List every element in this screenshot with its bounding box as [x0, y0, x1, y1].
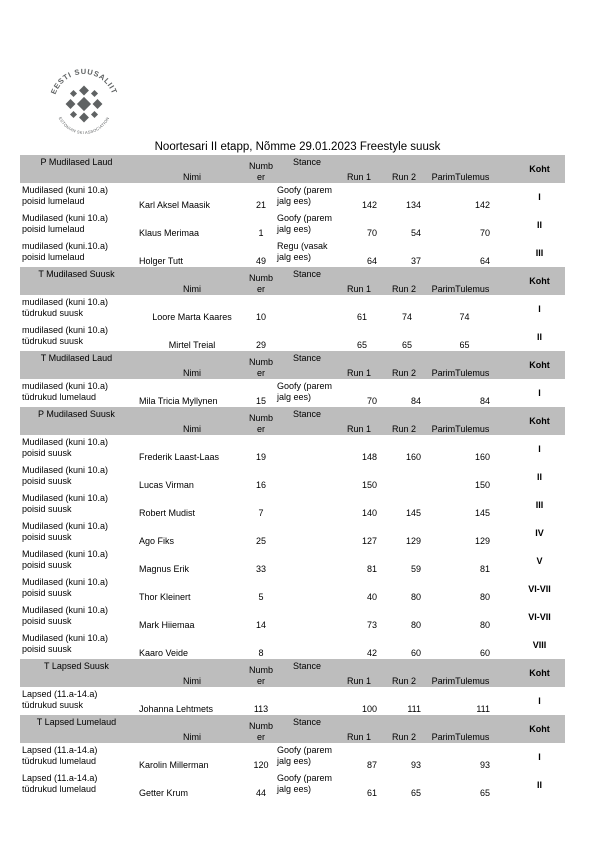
category-cell: Lapsed (11.a-14.a) tüdrukud lumelaud	[22, 773, 98, 794]
stance-cell: Goofy (parem jalg ees)	[277, 213, 333, 234]
number-header: Numb er	[247, 351, 275, 379]
spacer-header	[500, 267, 514, 295]
spacer-cell	[500, 687, 514, 715]
category-cell: mudilased (kuni 10.a) tüdrukud suusk	[22, 325, 109, 346]
place-cell: I	[538, 443, 541, 454]
best-result-cell: 81	[479, 564, 490, 574]
name-header: Nimi	[133, 267, 247, 295]
run1-cell: 142	[361, 200, 377, 210]
stance-cell: Goofy (parem jalg ees)	[277, 773, 333, 794]
run2-cell: 74	[401, 312, 412, 322]
best-result-cell: 145	[474, 508, 490, 518]
stance-cell	[275, 295, 339, 323]
category-cell: Mudilased (kuni 10.a) poisid suusk	[22, 633, 109, 654]
name-cell: Mirtel Treial	[168, 340, 216, 350]
number-cell: 14	[255, 620, 266, 630]
place-cell: V	[536, 555, 543, 566]
run2-cell: 54	[410, 228, 421, 238]
stance-header: Stance	[275, 155, 339, 183]
table-row	[20, 295, 565, 323]
run1-cell: 64	[366, 256, 377, 266]
run2-cell: 80	[410, 592, 421, 602]
spacer-cell	[500, 211, 514, 239]
run2-cell: 111	[407, 704, 421, 714]
best-result-cell: 65	[459, 340, 470, 350]
name-header: Nimi	[133, 715, 247, 743]
spacer-cell	[500, 519, 514, 547]
stance-cell: Goofy (parem jalg ees)	[277, 185, 333, 206]
category-header: T Lapsed Suusk	[20, 659, 133, 687]
category-cell: Mudilased (kuni 10.a) poisid suusk	[22, 605, 109, 626]
run1-cell: 150	[361, 480, 377, 490]
best-result-cell: 84	[479, 396, 490, 406]
run1-cell: 70	[366, 228, 377, 238]
name-header: Nimi	[133, 155, 247, 183]
ski-association-logo	[44, 62, 124, 142]
number-cell: 19	[255, 452, 266, 462]
table-row	[20, 771, 565, 799]
best-result-header: ParimTulemus	[429, 659, 500, 687]
table-row	[20, 743, 565, 771]
category-header: T Mudilased Suusk	[20, 267, 133, 295]
stance-cell	[275, 631, 339, 659]
stance-header: Stance	[275, 407, 339, 435]
stance-cell	[275, 575, 339, 603]
number-cell: 25	[255, 536, 266, 546]
category-cell: Lapsed (11.a-14.a) tüdrukud lumelaud	[22, 745, 98, 766]
place-cell: I	[538, 695, 541, 706]
name-header: Nimi	[133, 351, 247, 379]
spacer-header	[500, 407, 514, 435]
place-cell: I	[538, 303, 541, 314]
name-cell: Loore Marta Kaares	[152, 312, 232, 322]
place-cell: I	[538, 191, 541, 202]
spacer-cell	[500, 771, 514, 799]
category-cell: mudilased (kuni 10.a) tüdrukud lumelaud	[22, 381, 109, 402]
best-result-header: ParimTulemus	[429, 351, 500, 379]
spacer-cell	[500, 239, 514, 267]
category-header: T Lapsed Lumelaud	[20, 715, 133, 743]
best-result-cell: 142	[474, 200, 490, 210]
stance-cell	[275, 463, 339, 491]
number-cell: 16	[255, 480, 266, 490]
section-header-row	[20, 715, 565, 743]
table-row	[20, 687, 565, 715]
best-result-cell: 80	[479, 620, 490, 630]
run1-cell: 100	[361, 704, 377, 714]
number-header: Numb er	[247, 267, 275, 295]
place-cell: II	[536, 779, 542, 790]
run1-cell: 65	[356, 340, 367, 350]
run1-cell: 61	[366, 788, 377, 798]
place-cell: II	[536, 471, 542, 482]
run1-header: Run 1	[339, 155, 385, 183]
stance-cell	[275, 547, 339, 575]
place-cell: III	[535, 499, 544, 510]
best-result-cell: 160	[474, 452, 490, 462]
category-cell: Mudilased (kuni 10.a) poisid suusk	[22, 465, 109, 486]
category-header: P Mudilased Laud	[20, 155, 133, 183]
section-header-row	[20, 267, 565, 295]
number-cell: 8	[258, 648, 264, 658]
stance-cell: Regu (vasak jalg ees)	[277, 241, 328, 262]
place-header: Koht	[514, 351, 565, 379]
category-cell: Mudilased (kuni 10.a) poisid suusk	[22, 577, 109, 598]
best-result-cell: 80	[479, 592, 490, 602]
category-cell: Mudilased (kuni 10.a) poisid lumelaud	[22, 213, 109, 234]
best-result-cell: 64	[479, 256, 490, 266]
run1-cell: 61	[356, 312, 367, 322]
spacer-cell	[500, 295, 514, 323]
table-row	[20, 519, 565, 547]
name-header: Nimi	[133, 659, 247, 687]
stance-cell	[275, 435, 339, 463]
run1-header: Run 1	[339, 659, 385, 687]
run2-cell: 93	[410, 760, 421, 770]
spacer-cell	[500, 575, 514, 603]
spacer-cell	[500, 323, 514, 351]
best-result-cell: 70	[479, 228, 490, 238]
category-cell: Mudilased (kuni 10.a) poisid lumelaud	[22, 185, 109, 206]
stance-cell	[275, 323, 339, 351]
run1-header: Run 1	[339, 351, 385, 379]
table-row	[20, 603, 565, 631]
run2-header: Run 2	[385, 715, 429, 743]
name-cell: Karl Aksel Maasik	[139, 200, 211, 210]
section-header-row	[20, 351, 565, 379]
best-result-cell: 150	[474, 480, 490, 490]
run2-cell: 59	[410, 564, 421, 574]
place-cell: VI-VII	[528, 583, 551, 594]
table-row	[20, 631, 565, 659]
stance-header: Stance	[275, 267, 339, 295]
stance-cell: Goofy (parem jalg ees)	[277, 745, 333, 766]
number-cell: 5	[258, 592, 264, 602]
best-result-header: ParimTulemus	[429, 267, 500, 295]
stance-header: Stance	[275, 659, 339, 687]
run2-cell: 160	[405, 452, 421, 462]
run1-header: Run 1	[339, 715, 385, 743]
spacer-cell	[500, 603, 514, 631]
place-cell: II	[536, 331, 542, 342]
category-cell: Mudilased (kuni 10.a) poisid suusk	[22, 437, 109, 458]
run2-header: Run 2	[385, 407, 429, 435]
name-cell: Magnus Erik	[139, 564, 190, 574]
category-cell: Mudilased (kuni 10.a) poisid suusk	[22, 549, 109, 570]
stance-header: Stance	[275, 715, 339, 743]
run2-cell: 80	[410, 620, 421, 630]
number-cell: 21	[255, 200, 266, 210]
spacer-cell	[500, 547, 514, 575]
category-header: P Mudilased Suusk	[20, 407, 133, 435]
number-cell: 44	[255, 788, 266, 798]
best-result-cell: 65	[479, 788, 490, 798]
number-cell: 15	[255, 396, 266, 406]
name-cell: Ago Fiks	[139, 536, 175, 546]
run2-header: Run 2	[385, 659, 429, 687]
best-result-header: ParimTulemus	[429, 715, 500, 743]
place-cell: I	[538, 387, 541, 398]
run1-cell: 40	[366, 592, 377, 602]
spacer-header	[500, 351, 514, 379]
table-row	[20, 211, 565, 239]
name-header: Nimi	[133, 407, 247, 435]
name-cell: Mark Hiiemaa	[139, 620, 195, 630]
category-cell: Lapsed (11.a-14.a) tüdrukud suusk	[22, 689, 98, 710]
results-table	[20, 155, 565, 799]
stance-cell	[275, 603, 339, 631]
svg-text:ESTONIAN SKI ASSOCIATION: ESTONIAN SKI ASSOCIATION	[57, 116, 111, 136]
run2-cell: 145	[405, 508, 421, 518]
run1-cell: 70	[366, 396, 377, 406]
run2-cell: 37	[410, 256, 421, 266]
run1-cell: 140	[361, 508, 377, 518]
best-result-cell: 93	[479, 760, 490, 770]
number-cell: 113	[253, 704, 269, 714]
spacer-cell	[500, 743, 514, 771]
best-result-header: ParimTulemus	[429, 407, 500, 435]
place-header: Koht	[514, 715, 565, 743]
run1-header: Run 1	[339, 407, 385, 435]
table-row	[20, 547, 565, 575]
name-cell: Karolin Millerman	[139, 760, 209, 770]
spacer-header	[500, 715, 514, 743]
place-cell: VI-VII	[528, 611, 551, 622]
place-header: Koht	[514, 267, 565, 295]
section-header-row	[20, 155, 565, 183]
number-header: Numb er	[247, 715, 275, 743]
best-result-header: ParimTulemus	[429, 155, 500, 183]
place-cell: IV	[535, 527, 544, 538]
name-cell: Holger Tutt	[139, 256, 184, 266]
name-cell: Robert Mudist	[139, 508, 196, 518]
name-cell: Thor Kleinert	[139, 592, 191, 602]
name-cell: Klaus Merimaa	[139, 228, 200, 238]
spacer-cell	[500, 435, 514, 463]
number-cell: 7	[258, 508, 264, 518]
stance-cell: Goofy (parem jalg ees)	[277, 381, 333, 402]
table-row	[20, 463, 565, 491]
table-row	[20, 239, 565, 267]
table-row	[20, 435, 565, 463]
best-result-cell: 111	[476, 704, 490, 714]
run2-cell: 65	[410, 788, 421, 798]
run1-cell: 87	[366, 760, 377, 770]
category-cell: mudilased (kuni.10.a) poisid lumelaud	[22, 241, 109, 262]
place-cell: I	[538, 751, 541, 762]
section-header-row	[20, 407, 565, 435]
spacer-cell	[500, 463, 514, 491]
table-row	[20, 183, 565, 211]
name-cell: Mila Tricia Myllynen	[139, 396, 218, 406]
name-cell: Johanna Lehtmets	[139, 704, 214, 714]
stance-cell	[275, 519, 339, 547]
spacer-header	[500, 659, 514, 687]
place-header: Koht	[514, 659, 565, 687]
run1-cell: 81	[366, 564, 377, 574]
place-header: Koht	[514, 155, 565, 183]
run2-header: Run 2	[385, 155, 429, 183]
place-header: Koht	[514, 407, 565, 435]
run1-header: Run 1	[339, 267, 385, 295]
run2-header: Run 2	[385, 267, 429, 295]
place-cell: III	[535, 247, 544, 258]
table-row	[20, 575, 565, 603]
stance-header: Stance	[275, 351, 339, 379]
category-header: T Mudilased Laud	[20, 351, 133, 379]
run1-cell: 73	[366, 620, 377, 630]
run2-cell: 60	[410, 648, 421, 658]
number-header: Numb er	[247, 659, 275, 687]
table-row	[20, 323, 565, 351]
table-row	[20, 379, 565, 407]
run1-cell: 148	[361, 452, 377, 462]
name-cell: Getter Krum	[139, 788, 189, 798]
best-result-cell: 129	[474, 536, 490, 546]
category-cell: Mudilased (kuni 10.a) poisid suusk	[22, 521, 109, 542]
spacer-cell	[500, 379, 514, 407]
number-cell: 29	[255, 340, 266, 350]
number-cell: 49	[255, 256, 266, 266]
number-cell: 120	[253, 760, 269, 770]
table-row	[20, 491, 565, 519]
number-cell: 10	[255, 312, 266, 322]
best-result-cell: 74	[459, 312, 470, 322]
category-cell: Mudilased (kuni 10.a) poisid suusk	[22, 493, 109, 514]
category-cell: mudilased (kuni 10.a) tüdrukud suusk	[22, 297, 109, 318]
run2-cell: 65	[401, 340, 412, 350]
best-result-cell: 60	[479, 648, 490, 658]
run2-cell: 129	[405, 536, 421, 546]
run2-cell: 84	[410, 396, 421, 406]
number-header: Numb er	[247, 407, 275, 435]
stance-cell	[275, 491, 339, 519]
spacer-cell	[500, 183, 514, 211]
spacer-cell	[500, 631, 514, 659]
name-cell: Lucas Virman	[139, 480, 194, 490]
stance-cell	[275, 687, 339, 715]
run2-header: Run 2	[385, 351, 429, 379]
name-cell: Frederik Laast-Laas	[139, 452, 220, 462]
spacer-cell	[500, 491, 514, 519]
run2-cell: 134	[405, 200, 421, 210]
svg-text:EESTI SUUSALIIT: EESTI SUUSALIIT	[48, 66, 120, 96]
run2-cell	[385, 463, 429, 491]
spacer-header	[500, 155, 514, 183]
section-header-row	[20, 659, 565, 687]
number-cell: 33	[255, 564, 266, 574]
number-header: Numb er	[247, 155, 275, 183]
page-title: Noortesari II etapp, Nõmme 29.01.2023 Freestyle suusk	[154, 141, 441, 153]
place-cell: II	[536, 219, 542, 230]
number-cell: 1	[258, 228, 264, 238]
place-cell: VIII	[532, 639, 547, 650]
name-cell: Kaaro Veide	[139, 648, 189, 658]
run1-cell: 42	[366, 648, 377, 658]
run1-cell: 127	[361, 536, 377, 546]
